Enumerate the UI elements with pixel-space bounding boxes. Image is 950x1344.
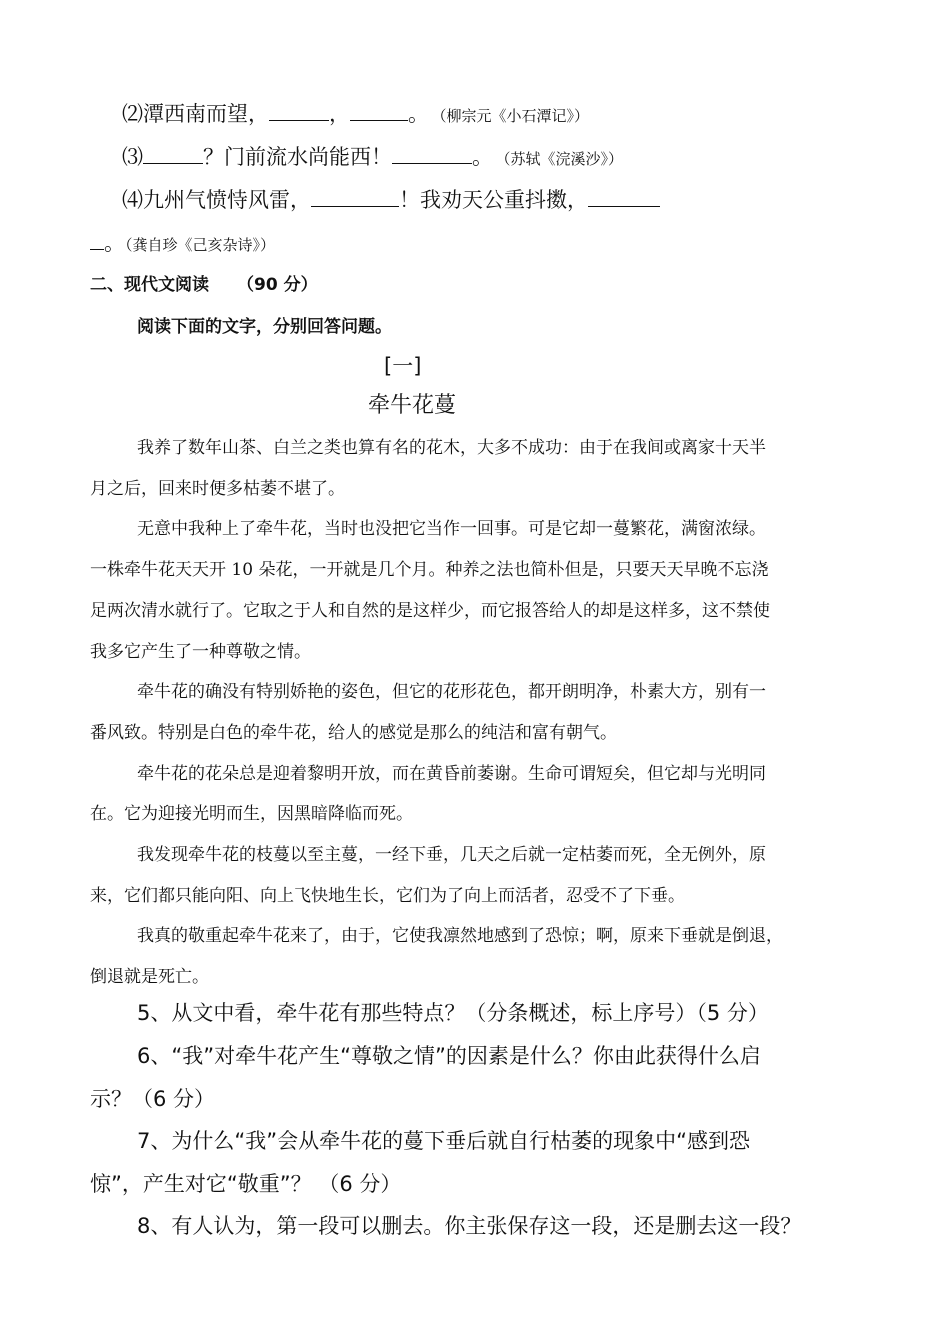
q3-blank-2[interactable] — [392, 141, 472, 164]
q3-blank-1[interactable] — [143, 141, 203, 164]
section-title: 二、现代文阅读 — [90, 275, 209, 295]
question-7-cont: 惊”，产生对它“敬重”？ （6 分） — [90, 1172, 402, 1196]
q4-blank-1[interactable] — [311, 184, 399, 207]
passage-line: 来，它们都只能向阳、向上飞快地生长，它们为了向上而活者，忍受不了下垂。 — [90, 886, 685, 906]
recitation-q3 — [122, 141, 623, 171]
recitation-q2 — [122, 98, 589, 128]
q4-end: 。 — [104, 231, 125, 256]
passage-line: 我真的敬重起牵牛花来了，由于，它使我凛然地感到了恐惊；啊，原来下垂就是倒退， — [137, 926, 783, 946]
question-8: 8、有人认为，第一段可以删去。你主张保存这一段，还是删去这一段？ — [137, 1214, 802, 1238]
q3-end: 。 — [472, 145, 493, 170]
q3-source: （苏轼《浣溪沙》） — [503, 150, 624, 169]
recitation-q4-continued — [90, 227, 275, 257]
q3-number: ⑶ — [122, 145, 143, 170]
passage-line: 牵牛花的花朵总是迎着黎明开放，而在黄昏前萎谢。生命可谓短矣，但它却与光明同 — [137, 764, 766, 784]
q2-end: 。 — [408, 102, 429, 127]
q2-source: （柳宗元《小石潭记》） — [439, 107, 590, 126]
passage-line: 倒退就是死亡。 — [90, 967, 209, 987]
passage-marker: [一] — [384, 354, 422, 378]
q2-text: 潭西南而望， — [143, 102, 269, 127]
question-7: 7、为什么“我”会从牵牛花的蔓下垂后就自行枯萎的现象中“感到恐 — [137, 1129, 750, 1153]
q2-blank-2[interactable] — [350, 98, 408, 121]
question-6-cont: 示？（6 分） — [90, 1087, 216, 1111]
passage-line: 我养了数年山茶、白兰之类也算有名的花木，大多不成功：由于在我间或离家十天半 — [137, 438, 766, 458]
section-heading — [90, 270, 318, 295]
q2-number: ⑵ — [122, 102, 143, 127]
passage-line: 我多它产生了一种尊敬之情。 — [90, 642, 311, 662]
q4-blank-2-tail[interactable] — [90, 227, 104, 250]
q2-blank-1[interactable] — [269, 98, 329, 121]
q4-number: ⑷ — [122, 188, 143, 213]
passage-line: 一株牵牛花天天开 10 朵花，一开就是几个月。种养之法也简朴但是，只要天天早晚不忘浇 — [90, 560, 769, 580]
question-6: 6、“我”对牵牛花产生“尊敬之情”的因素是什么？你由此获得什么启 — [137, 1044, 761, 1068]
passage-line: 我发现牵牛花的枝蔓以至主蔓，一经下垂，几天之后就一定枯萎而死，全无例外，原 — [137, 845, 766, 865]
section-points: （90 分） — [237, 275, 318, 295]
passage-line: 在。它为迎接光明而生，因黑暗降临而死。 — [90, 804, 413, 824]
passage-line: 番风致。特别是白色的牵牛花，给人的感觉是那么的纯洁和富有朝气。 — [90, 723, 617, 743]
recitation-q4 — [122, 184, 660, 214]
section-instruction: 阅读下面的文字，分别回答问题。 — [137, 317, 392, 337]
q4-text-a: 九州气愤恃风雷， — [143, 188, 311, 213]
q4-blank-2[interactable] — [588, 184, 660, 207]
q4-source: （龚自珍《己亥杂诗》） — [125, 236, 276, 255]
passage-line: 足两次清水就行了。它取之于人和自然的是这样少，而它报答给人的却是这样多，这不禁使 — [90, 601, 770, 621]
passage-title: 牵牛花蔓 — [368, 393, 457, 418]
q2-sep: ， — [329, 102, 350, 127]
q3-mid: ？门前流水尚能西！ — [203, 145, 392, 170]
passage-line: 无意中我种上了牵牛花，当时也没把它当作一回事。可是它却一蔓繁花，满窗浓绿。 — [137, 519, 766, 539]
q4-text-b: ！我劝天公重抖擞， — [399, 188, 588, 213]
passage-line: 月之后，回来时便多枯萎不堪了。 — [90, 479, 345, 499]
passage-line: 牵牛花的确没有特别娇艳的姿色，但它的花形花色，都开朗明净，朴素大方，别有一 — [137, 682, 766, 702]
question-5: 5、从文中看，牵牛花有那些特点？（分条概述，标上序号）（5 分） — [137, 1001, 769, 1025]
